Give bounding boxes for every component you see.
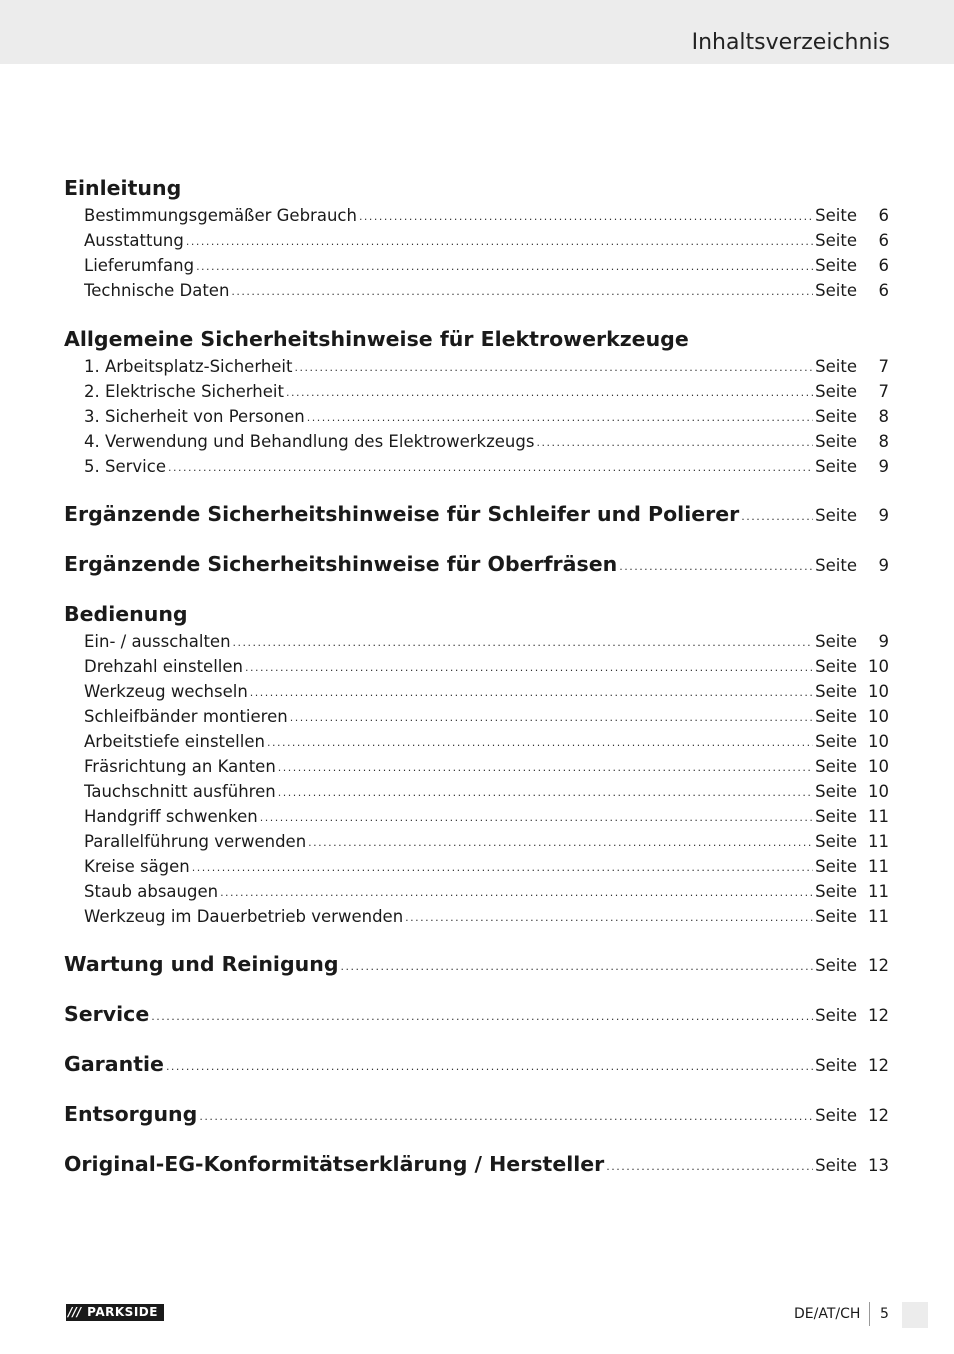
leader-dots xyxy=(405,911,813,924)
toc-entry[interactable] xyxy=(84,707,889,729)
toc-entry-konformitaet[interactable] xyxy=(64,1152,889,1180)
seite-label: Seite xyxy=(815,682,857,701)
toc-entry-title: Werkzeug im Dauerbetrieb verwenden xyxy=(84,907,404,926)
seite-label: Seite xyxy=(815,457,857,476)
toc-entry-entsorgung[interactable] xyxy=(64,1102,889,1130)
toc-page-number: 10 xyxy=(868,757,889,776)
toc-entry[interactable] xyxy=(84,882,889,904)
seite-label: Seite xyxy=(815,907,857,926)
toc-entry[interactable] xyxy=(84,732,889,754)
leader-dots xyxy=(294,361,813,374)
seite-label: Seite xyxy=(815,857,857,876)
logo-text: PARKSIDE xyxy=(85,1304,164,1321)
leader-dots xyxy=(359,210,813,223)
toc-page-number: 9 xyxy=(878,506,889,525)
toc-entry[interactable] xyxy=(84,632,889,654)
country-code: DE/AT/CH xyxy=(794,1306,861,1322)
leader-dots xyxy=(233,636,814,649)
toc-page-number: 11 xyxy=(868,882,889,901)
toc-entry-wartung[interactable] xyxy=(64,952,889,980)
toc-entry-service[interactable] xyxy=(64,1002,889,1030)
toc-page-number: 12 xyxy=(868,1106,889,1125)
toc-page-number: 10 xyxy=(868,707,889,726)
toc-entry-title: Ein- / ausschalten xyxy=(84,632,231,651)
seite-label: Seite xyxy=(815,807,857,826)
toc-page-number: 9 xyxy=(878,556,889,575)
section-heading-garantie: Garantie xyxy=(64,1052,164,1076)
toc-entry-title: Staub absaugen xyxy=(84,882,219,901)
seite-label: Seite xyxy=(815,1006,857,1025)
toc-page-number: 9 xyxy=(878,632,889,651)
toc-entry[interactable] xyxy=(84,682,889,704)
leader-dots xyxy=(186,235,813,248)
leader-dots xyxy=(286,386,813,399)
toc-page-number: 12 xyxy=(868,956,889,975)
toc-page-number: 10 xyxy=(868,657,889,676)
leader-dots xyxy=(192,861,813,874)
leader-dots xyxy=(267,736,813,749)
toc-page-number: 13 xyxy=(868,1156,889,1175)
leader-dots xyxy=(260,811,813,824)
toc-page-number: 8 xyxy=(878,432,889,451)
leader-dots xyxy=(278,761,813,774)
toc-entry-title: Drehzahl einstellen xyxy=(84,657,243,676)
toc-entry-title: Handgriff schwenken xyxy=(84,807,258,826)
leader-dots xyxy=(168,461,813,474)
seite-label: Seite xyxy=(815,882,857,901)
toc-entry[interactable] xyxy=(84,382,889,404)
toc-page-number: 10 xyxy=(868,782,889,801)
section-heading-entsorgung: Entsorgung xyxy=(64,1102,198,1126)
seite-label: Seite xyxy=(815,1156,857,1175)
toc-entry[interactable] xyxy=(84,357,889,379)
leader-dots xyxy=(308,836,813,849)
seite-label: Seite xyxy=(815,956,857,975)
footer-tab-marker xyxy=(902,1302,928,1328)
toc-entry-title: Fräsrichtung an Kanten xyxy=(84,757,276,776)
page-title: Inhaltsverzeichnis xyxy=(691,30,890,55)
toc-entry[interactable] xyxy=(84,807,889,829)
seite-label: Seite xyxy=(815,832,857,851)
toc-entry-title: Bestimmungsgemäßer Gebrauch xyxy=(84,206,357,225)
toc-page-number: 6 xyxy=(878,231,889,250)
toc-entry-garantie[interactable] xyxy=(64,1052,889,1080)
toc-entry-title: Werkzeug wechseln xyxy=(84,682,248,701)
leader-dots xyxy=(278,786,813,799)
seite-label: Seite xyxy=(815,281,857,300)
toc-page-number: 11 xyxy=(868,857,889,876)
leader-dots xyxy=(231,285,813,298)
toc-entry-title: Lieferumfang xyxy=(84,256,195,275)
section-heading-service: Service xyxy=(64,1002,150,1026)
parkside-logo xyxy=(66,1304,164,1321)
section-heading-bedienung: Bedienung xyxy=(64,602,188,626)
toc-page-number: 10 xyxy=(868,732,889,751)
leader-dots xyxy=(199,1110,813,1123)
seite-label: Seite xyxy=(815,206,857,225)
toc-page-number: 11 xyxy=(868,832,889,851)
section-heading-oberfraesen: Ergänzende Sicherheitshinweise für Oberfräsen xyxy=(64,552,618,576)
seite-label: Seite xyxy=(815,556,857,575)
section-heading-einleitung: Einleitung xyxy=(64,176,182,200)
leader-dots xyxy=(307,411,813,424)
toc-page-number: 6 xyxy=(878,256,889,275)
seite-label: Seite xyxy=(815,256,857,275)
page-number: 5 xyxy=(880,1306,889,1322)
toc-entry-title: Schleifbänder montieren xyxy=(84,707,288,726)
toc-page-number: 7 xyxy=(878,382,889,401)
seite-label: Seite xyxy=(815,506,857,525)
seite-label: Seite xyxy=(815,632,857,651)
toc-entry[interactable] xyxy=(84,757,889,779)
toc-entry-title: 3. Sicherheit von Personen xyxy=(84,407,305,426)
toc-entry[interactable] xyxy=(84,281,889,303)
seite-label: Seite xyxy=(815,1056,857,1075)
toc-entry-title: Ausstattung xyxy=(84,231,184,250)
toc-entry-title: 1. Arbeitsplatz-Sicherheit xyxy=(84,357,293,376)
toc-entry[interactable] xyxy=(84,231,889,253)
section-heading-wartung: Wartung und Reinigung xyxy=(64,952,339,976)
toc-entry[interactable] xyxy=(84,832,889,854)
seite-label: Seite xyxy=(815,407,857,426)
leader-dots xyxy=(245,661,813,674)
toc-entry[interactable] xyxy=(84,907,889,929)
footer-divider xyxy=(869,1302,870,1326)
leader-dots xyxy=(220,886,813,899)
toc-entry-schleifer[interactable] xyxy=(64,502,889,530)
toc-entry[interactable] xyxy=(84,782,889,804)
toc-entry-title: Parallelführung verwenden xyxy=(84,832,307,851)
logo-stripes: /// xyxy=(66,1304,85,1321)
seite-label: Seite xyxy=(815,782,857,801)
leader-dots xyxy=(166,1060,813,1073)
toc-entry[interactable] xyxy=(84,256,889,278)
seite-label: Seite xyxy=(815,432,857,451)
seite-label: Seite xyxy=(815,357,857,376)
toc-page-number: 10 xyxy=(868,682,889,701)
toc-page-number: 11 xyxy=(868,907,889,926)
leader-dots xyxy=(741,510,813,523)
seite-label: Seite xyxy=(815,231,857,250)
seite-label: Seite xyxy=(815,757,857,776)
toc-entry[interactable] xyxy=(84,432,889,454)
section-heading-schleifer: Ergänzende Sicherheitshinweise für Schleifer und Polierer xyxy=(64,502,740,526)
toc-entry[interactable] xyxy=(84,457,889,479)
toc-page-number: 12 xyxy=(868,1056,889,1075)
toc-page-number: 6 xyxy=(878,281,889,300)
seite-label: Seite xyxy=(815,657,857,676)
toc-page-number: 6 xyxy=(878,206,889,225)
toc-page-number: 11 xyxy=(868,807,889,826)
seite-label: Seite xyxy=(815,707,857,726)
toc-page-number: 8 xyxy=(878,407,889,426)
toc-page-number: 9 xyxy=(878,457,889,476)
toc-entry-title: 5. Service xyxy=(84,457,166,476)
seite-label: Seite xyxy=(815,382,857,401)
toc-entry-title: Technische Daten xyxy=(84,281,230,300)
toc-entry-title: Arbeitstiefe einstellen xyxy=(84,732,265,751)
leader-dots xyxy=(619,560,813,573)
leader-dots xyxy=(341,960,814,973)
leader-dots xyxy=(250,686,813,699)
leader-dots xyxy=(536,436,813,449)
seite-label: Seite xyxy=(815,732,857,751)
section-heading-allgemeine: Allgemeine Sicherheitshinweise für Elektrowerkzeuge xyxy=(64,327,689,351)
toc-entry[interactable] xyxy=(84,657,889,679)
leader-dots xyxy=(606,1160,813,1173)
leader-dots xyxy=(290,711,813,724)
toc-entry[interactable] xyxy=(84,407,889,429)
toc-entry[interactable] xyxy=(84,206,889,228)
seite-label: Seite xyxy=(815,1106,857,1125)
toc-entry-oberfraesen[interactable] xyxy=(64,552,889,580)
toc-page-number: 7 xyxy=(878,357,889,376)
toc-entry-title: Kreise sägen xyxy=(84,857,190,876)
section-heading-konformitaet: Original-EG-Konformitätserklärung / Hersteller xyxy=(64,1152,605,1176)
leader-dots xyxy=(196,260,813,273)
toc-entry[interactable] xyxy=(84,857,889,879)
toc-entry-title: Tauchschnitt ausführen xyxy=(84,782,276,801)
toc-entry-title: 2. Elektrische Sicherheit xyxy=(84,382,284,401)
toc-page-number: 12 xyxy=(868,1006,889,1025)
toc-entry-title: 4. Verwendung und Behandlung des Elektrowerkzeugs xyxy=(84,432,535,451)
leader-dots xyxy=(151,1010,813,1023)
